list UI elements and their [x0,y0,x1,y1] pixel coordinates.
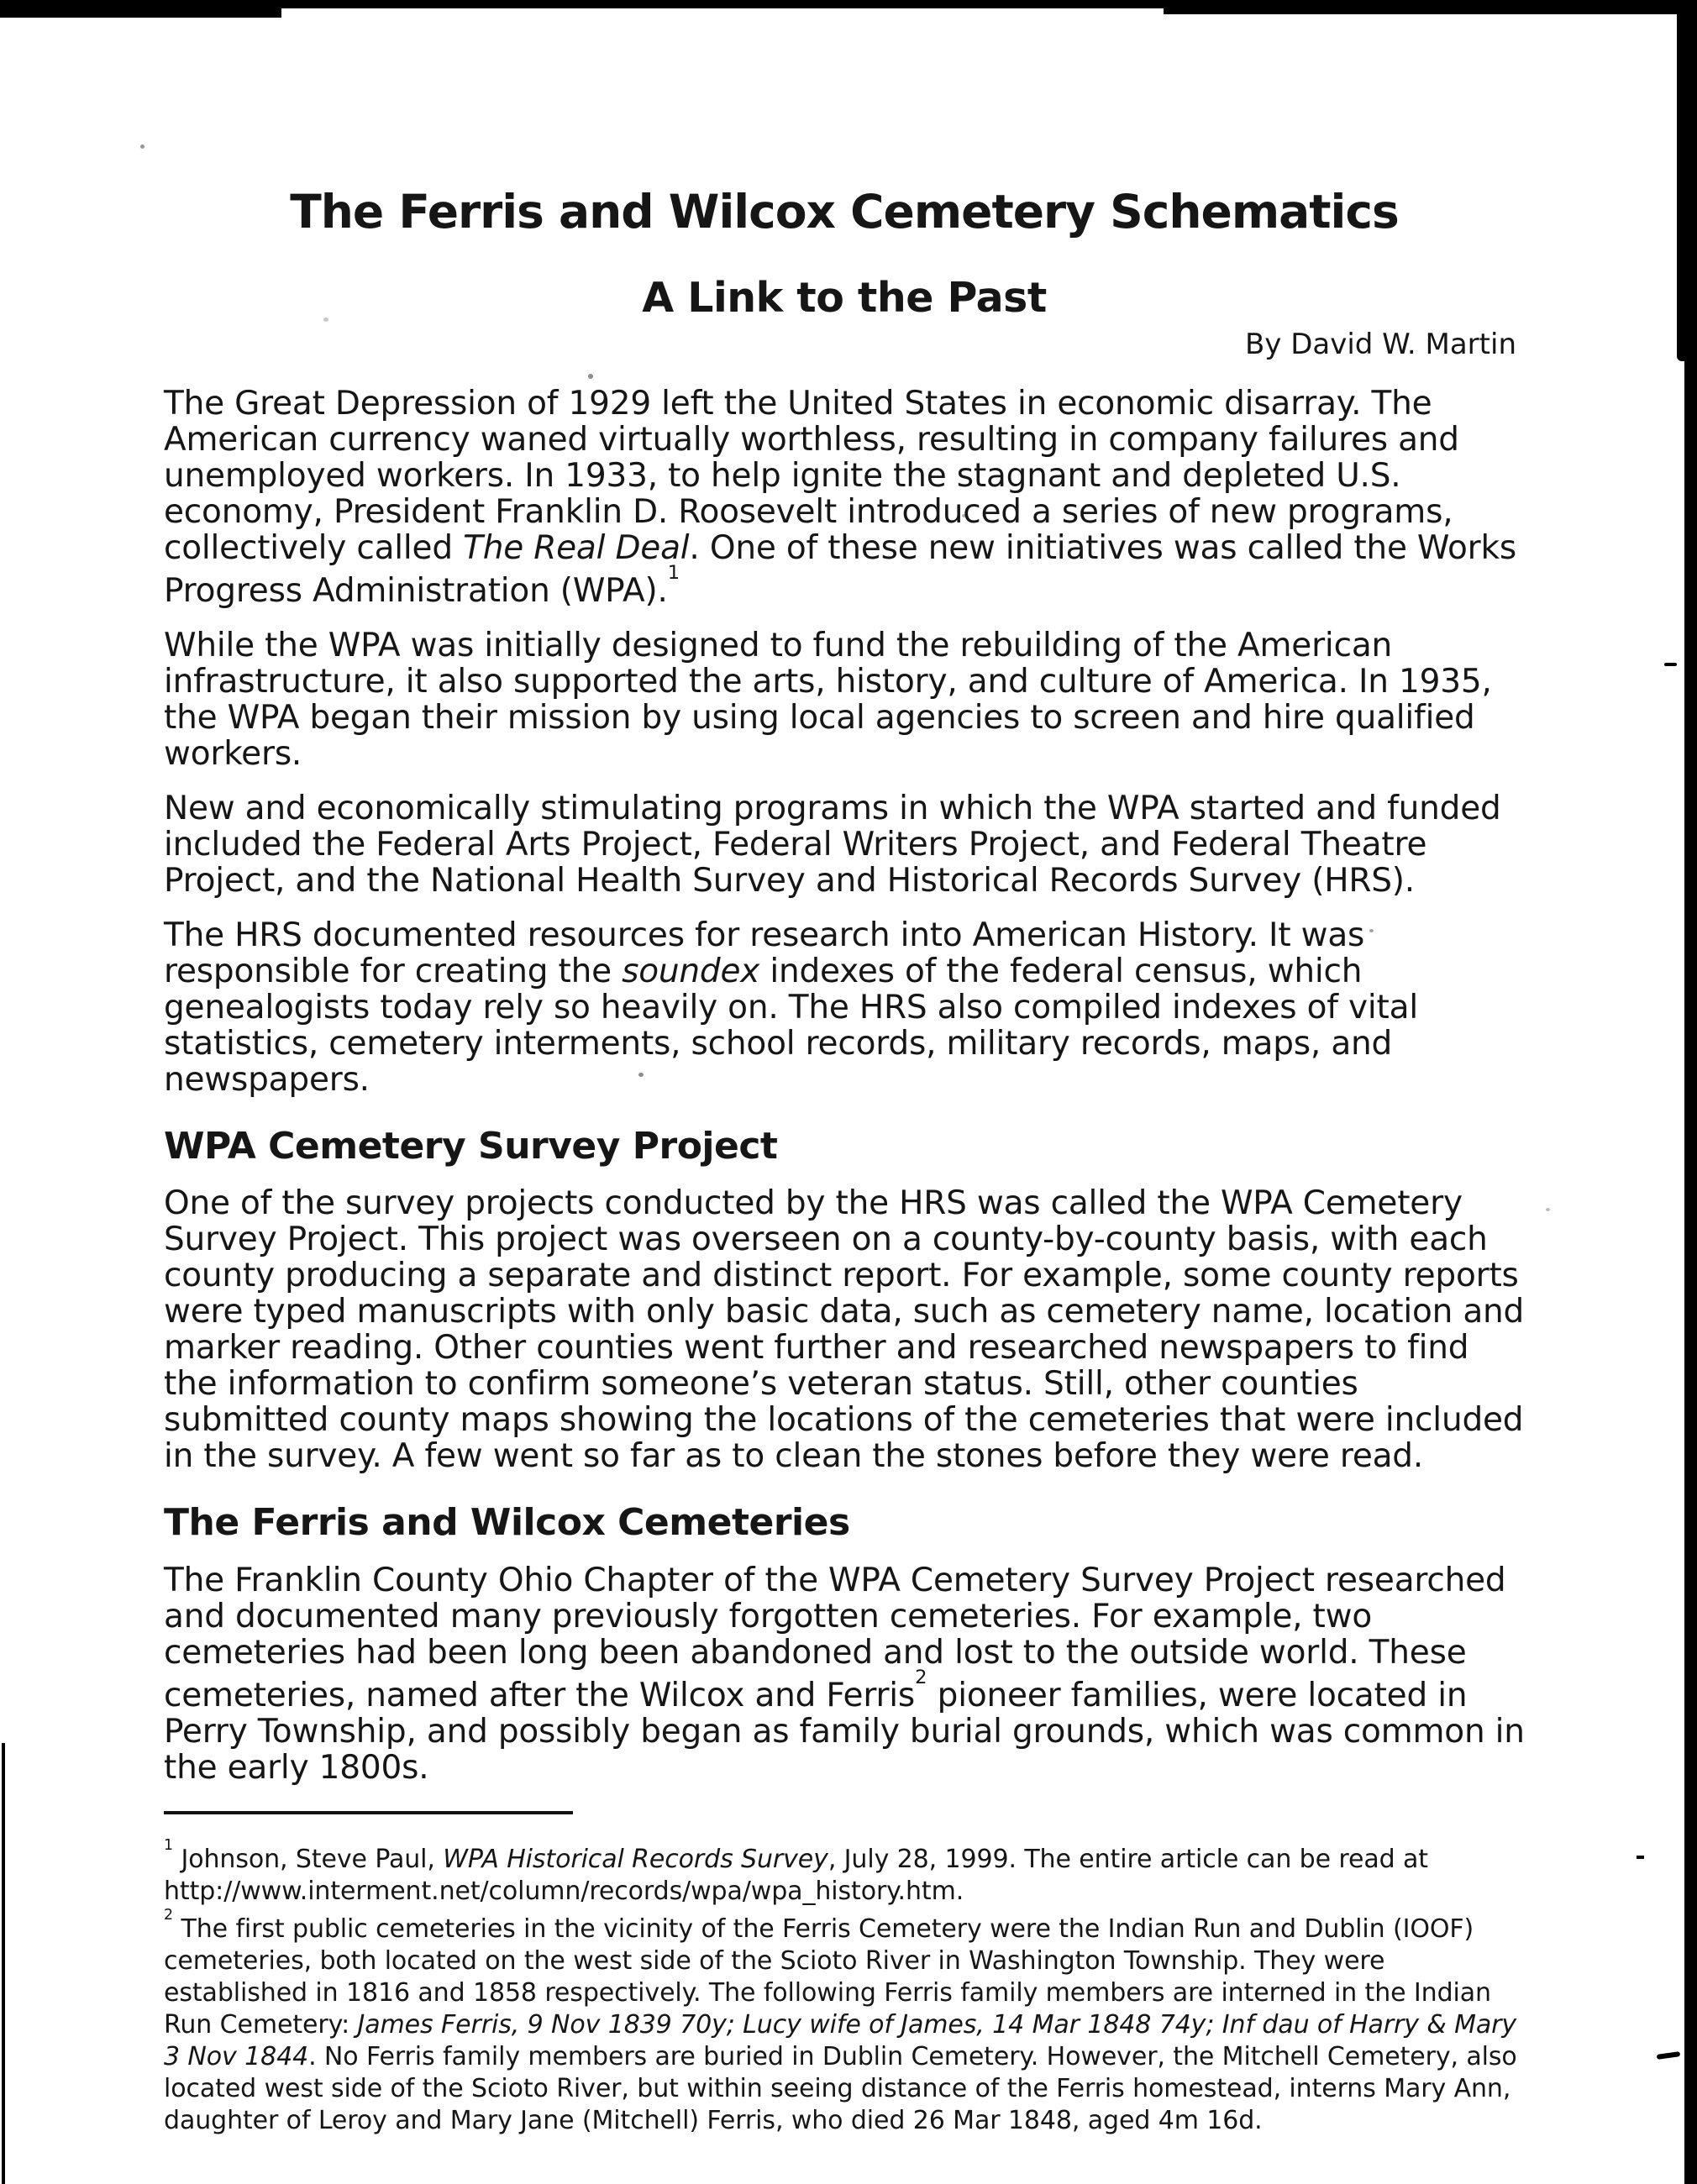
scan-artifact-left-line [2,1743,5,2184]
footnote-text: Johnson, Steve Paul, [173,1844,444,1874]
scan-artifact-right-edge-top [1677,0,1697,361]
footnote-reference-2: 2 [915,1667,927,1689]
paragraph-ferris-wilcox [164,1562,1525,1786]
document-content [164,0,1525,2137]
paragraph-wpa-purpose: While the WPA was initially designed to fund the rebuilding of the American infrastructure, it also supported the arts, history, and culture of America. In 1935, the WPA began their mission by using local agencies to screen and hire qualified workers. [164,626,1492,773]
paragraph-wpa-programs: New and economically stimulating programs in which the WPA started and funded included the Federal Arts Project, Federal Writers Project, and Federal Theatre Project, and the National Health Survey and Historical Records Survey (HRS). [164,789,1501,900]
section-heading-wpa-cemetery-survey: WPA Cemetery Survey Project [164,1124,778,1168]
paragraph-text: The HRS documented resources for research into American History. It was responsible for creating the [164,916,1365,990]
paragraph-text: indexes of the federal census, which genealogists today rely so heavily on. The HRS also compiled indexes of vital statistics, cemetery interments, school records, military records, maps, and newspapers. [164,952,1418,1099]
footnote-text: . No Ferris family members are buried in Dublin Cemetery. However, the Mitchell Cemetery, also located west side of the Scioto River, but within seeing distance of the Ferris homestead, interns Mary Ann, daughter of Leroy and Mary Jane (Mitchell) Ferris, who died 26 Mar 1848, aged 4m 16d. [164,2041,1517,2135]
byline: By David W. Martin [1244,327,1516,361]
document-title: The Ferris and Wilcox Cemetery Schematics [290,185,1399,239]
paragraph-hrs [164,917,1525,1098]
section-heading-ferris-wilcox: The Ferris and Wilcox Cemeteries [164,1501,850,1545]
paragraph-survey-project: One of the survey projects conducted by the HRS was called the WPA Cemetery Survey Project. This project was overseen on a county-by-county basis, with each county producing a separate and distinct report. For example, some county reports were typed manuscripts with only basic data, such as cemetery name, location and marker reading. Other counties went further and researched newspapers to find the information to confirm someone’s veteran status. Still, other counties submitted county maps showing the locations of the cemeteries that were included in the survey. A few went so far as to clean the stones before they were read. [164,1184,1525,1476]
italic-source-title: WPA Historical Records Survey [443,1844,828,1874]
paragraph-text: pioneer families, were located in Perry Township, and possibly began as family burial grounds, which was common in the early 1800s. [164,1676,1525,1787]
footnote-1 [164,1838,1525,1908]
scan-artifact-dash-right-lower [1637,1856,1644,1859]
scan-speck [1546,1208,1550,1211]
footnote-1-marker: 1 [164,1836,174,1854]
footnote-text: The first public cemeteries in the vicinity of the Ferris Cemetery were the Indian Run and Dublin (IOOF) cemeteries, both located on the west side of the Scioto River in Washington Township. They were established in 1816 and 1858 respectively. The following Ferris family members are interned in the Indian Run Cemetery: [164,1914,1491,2040]
scan-speck [140,144,144,149]
scan-artifact-dash-right-upper [1664,663,1677,666]
footnote-2-marker: 2 [164,1906,174,1924]
italic-phrase-real-deal: The Real Deal [463,528,690,567]
document-subtitle: A Link to the Past [642,273,1047,322]
footnote-2 [164,1908,1525,2137]
paragraph-text: The Franklin County Ohio Chapter of the WPA Cemetery Survey Project researched and documented many previously forgotten cemeteries. For example, two cemeteries had been long been abandoned and lost to the outside world. These cemeteries, named after the Wilcox and Ferris [164,1561,1506,1714]
footnote-reference-1: 1 [667,562,680,585]
footnote-separator-rule [164,1811,573,1814]
footnote-text: , July 28, 1999. The entire article can be read at http://www.interment.net/column/records/wpa/wpa_history.htm. [164,1844,1428,1906]
paragraph-text: The Great Depression of 1929 left the United States in economic disarray. The American currency waned virtually worthless, resulting in company failures and unemployed workers. In 1933, to help ignite the stagnant and depleted U.S. economy, President Franklin D. Roosevelt introduced a series of new programs, collectively called [164,384,1459,567]
italic-interment-records: James Ferris, 9 Nov 1839 70y; Lucy wife of James, 14 Mar 1848 74y; Inf dau of Harry & Mary 3 Nov 1844 [164,2009,1517,2071]
paragraph-text: . One of these new initiatives was called the Works Progress Administration (WPA). [164,528,1517,610]
footnotes-block [164,1838,1525,2137]
paragraph-great-depression [164,386,1525,609]
italic-phrase-soundex: soundex [622,952,760,990]
scan-artifact-dash-bottom-right [1657,2051,1681,2060]
